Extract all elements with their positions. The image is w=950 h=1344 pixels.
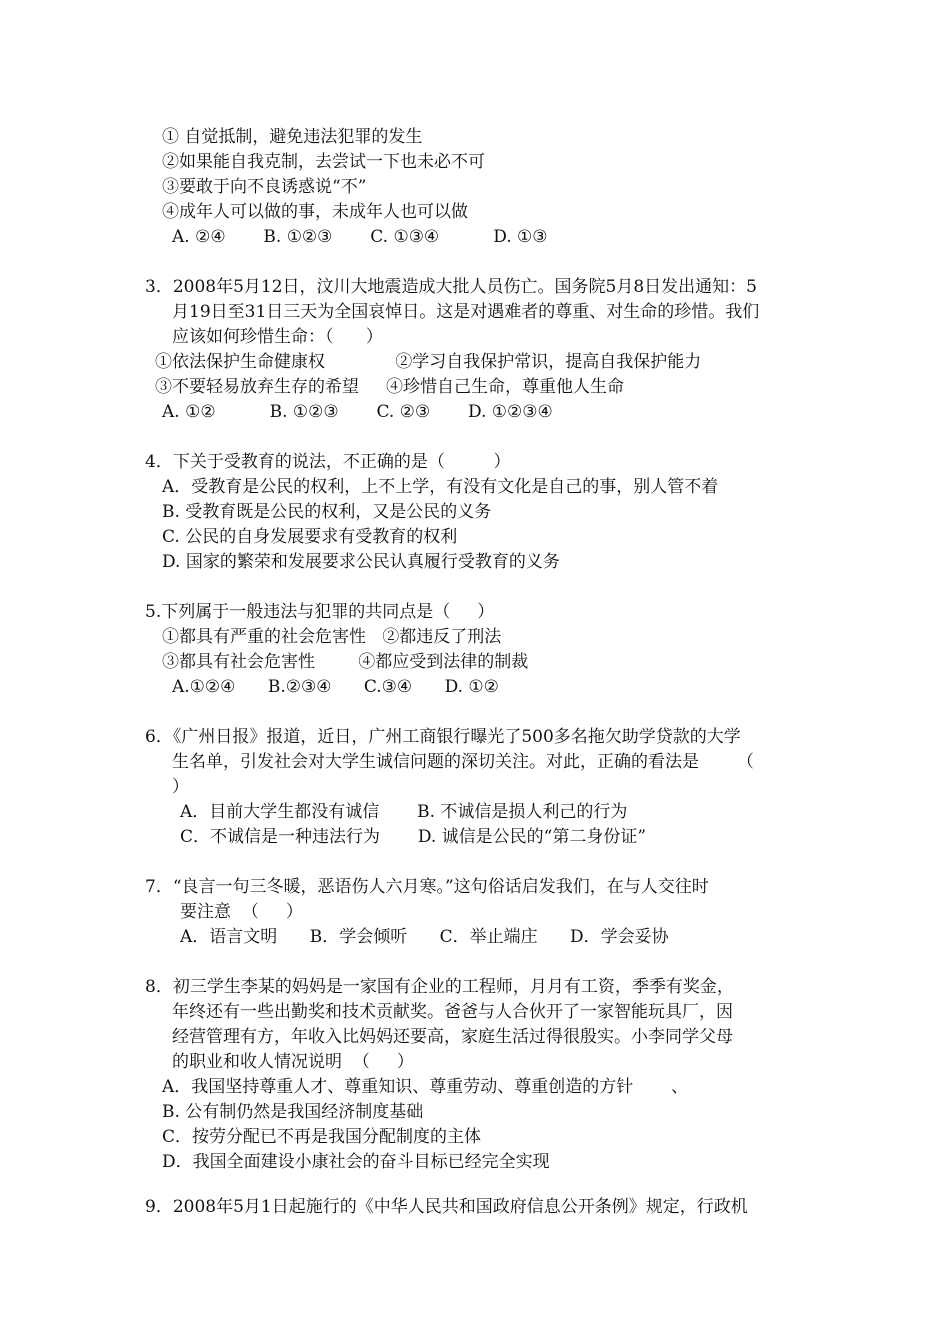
q8-option-b: B. 公有制仍然是我国经济制度基础 (162, 1102, 424, 1122)
q4-option-b: B. 受教育既是公民的权利，又是公民的义务 (162, 502, 492, 522)
q8-option-c: C．按劳分配已不再是我国分配制度的主体 (162, 1127, 482, 1147)
q7-choices: A．语言文明 B．学会倾听 C．举止端庄 D．学会妥协 (180, 927, 669, 947)
q3-stem-line-1: 3．2008年5月12日，汶川大地震造成大批人员伤亡。国务院5月8日发出通知：5 (145, 277, 757, 297)
q4-stem: 4．下关于受教育的说法，不正确的是（ ） (145, 452, 511, 472)
q8-stem-line-4: 的职业和收人情况说明 （ ） (172, 1052, 414, 1072)
q8-option-d: D．我国全面建设小康社会的奋斗目标已经完全实现 (162, 1152, 550, 1172)
q6-stem-line-1: 6．《广州日报》报道，近日，广州工商银行曝光了500多名拖欠助学贷款的大学 (145, 727, 741, 747)
q5-stem: 5.下列属于一般违法与犯罪的共同点是（ ） (145, 602, 495, 622)
q8-stem-line-2: 年终还有一些出勤奖和技术贡献奖。爸爸与人合伙开了一家智能玩具厂，因 (172, 1002, 733, 1022)
q7-stem-line-2: 要注意 （ ） (180, 902, 303, 922)
q3-stem-line-3: 应该如何珍惜生命：（ ） (172, 327, 383, 347)
q3-statement-line-2: ③不要轻易放弃生存的希望 ④珍惜自己生命，尊重他人生命 (155, 377, 625, 397)
q8-option-a: A．我国坚持尊重人才、尊重知识、尊重劳动、尊重创造的方针 、 (162, 1077, 689, 1097)
q5-statement-line-2: ③都具有社会危害性 ④都应受到法律的制裁 (162, 652, 529, 672)
q2-choices: A. ②④ B. ①②③ C. ①③④ D. ①③ (172, 227, 548, 247)
q8-stem-line-1: 8．初三学生李某的妈妈是一家国有企业的工程师，月月有工资，季季有奖金， (145, 977, 734, 997)
q3-stem-line-2: 月19日至31日三天为全国哀悼日。这是对遇难者的尊重、对生命的珍惜。我们 (172, 302, 760, 322)
q6-choices-line-1: A．目前大学生都没有诚信 B. 不诚信是损人利己的行为 (180, 802, 628, 822)
q4-option-a: A．受教育是公民的权利，上不上学，有没有文化是自己的事，别人管不着 (162, 477, 719, 497)
q2-option-3: ③要敢于向不良诱惑说“不” (162, 177, 367, 197)
q3-choices: A. ①② B. ①②③ C. ②③ D. ①②③④ (162, 402, 553, 422)
q6-choices-line-2: C．不诚信是一种违法行为 D. 诚信是公民的“第二身份证” (180, 827, 647, 847)
q8-stem-line-3: 经营管理有方，年收入比妈妈还要高，家庭生活过得很殷实。小李同学父母 (172, 1027, 733, 1047)
q3-statement-line-1: ①依法保护生命健康权 ②学习自我保护常识，提高自我保护能力 (155, 352, 702, 372)
q2-option-1: ① 自觉抵制，避免违法犯罪的发生 (162, 127, 423, 147)
q5-choices: A.①②④ B.②③④ C.③④ D. ①② (172, 677, 499, 697)
q9-stem-line-1: 9．2008年5月1日起施行的《中华人民共和国政府信息公开条例》规定，行政机 (145, 1197, 748, 1217)
q2-option-2: ②如果能自我克制，去尝试一下也未必不可 (162, 152, 485, 172)
q2-option-4: ④成年人可以做的事，未成年人也可以做 (162, 202, 468, 222)
q6-stem-line-2: 生名单，引发社会对大学生诚信问题的深切关注。对此，正确的看法是 （ (172, 752, 754, 772)
q5-statement-line-1: ①都具有严重的社会危害性 ②都违反了刑法 (162, 627, 502, 647)
q6-stem-line-3: ） (172, 777, 189, 797)
q7-stem-line-1: 7．“良言一句三冬暖，恶语伤人六月寒。”这句俗话启发我们，在与人交往时 (145, 877, 709, 897)
q4-option-d: D. 国家的繁荣和发展要求公民认真履行受教育的义务 (162, 552, 560, 572)
q4-option-c: C. 公民的自身发展要求有受教育的权利 (162, 527, 458, 547)
